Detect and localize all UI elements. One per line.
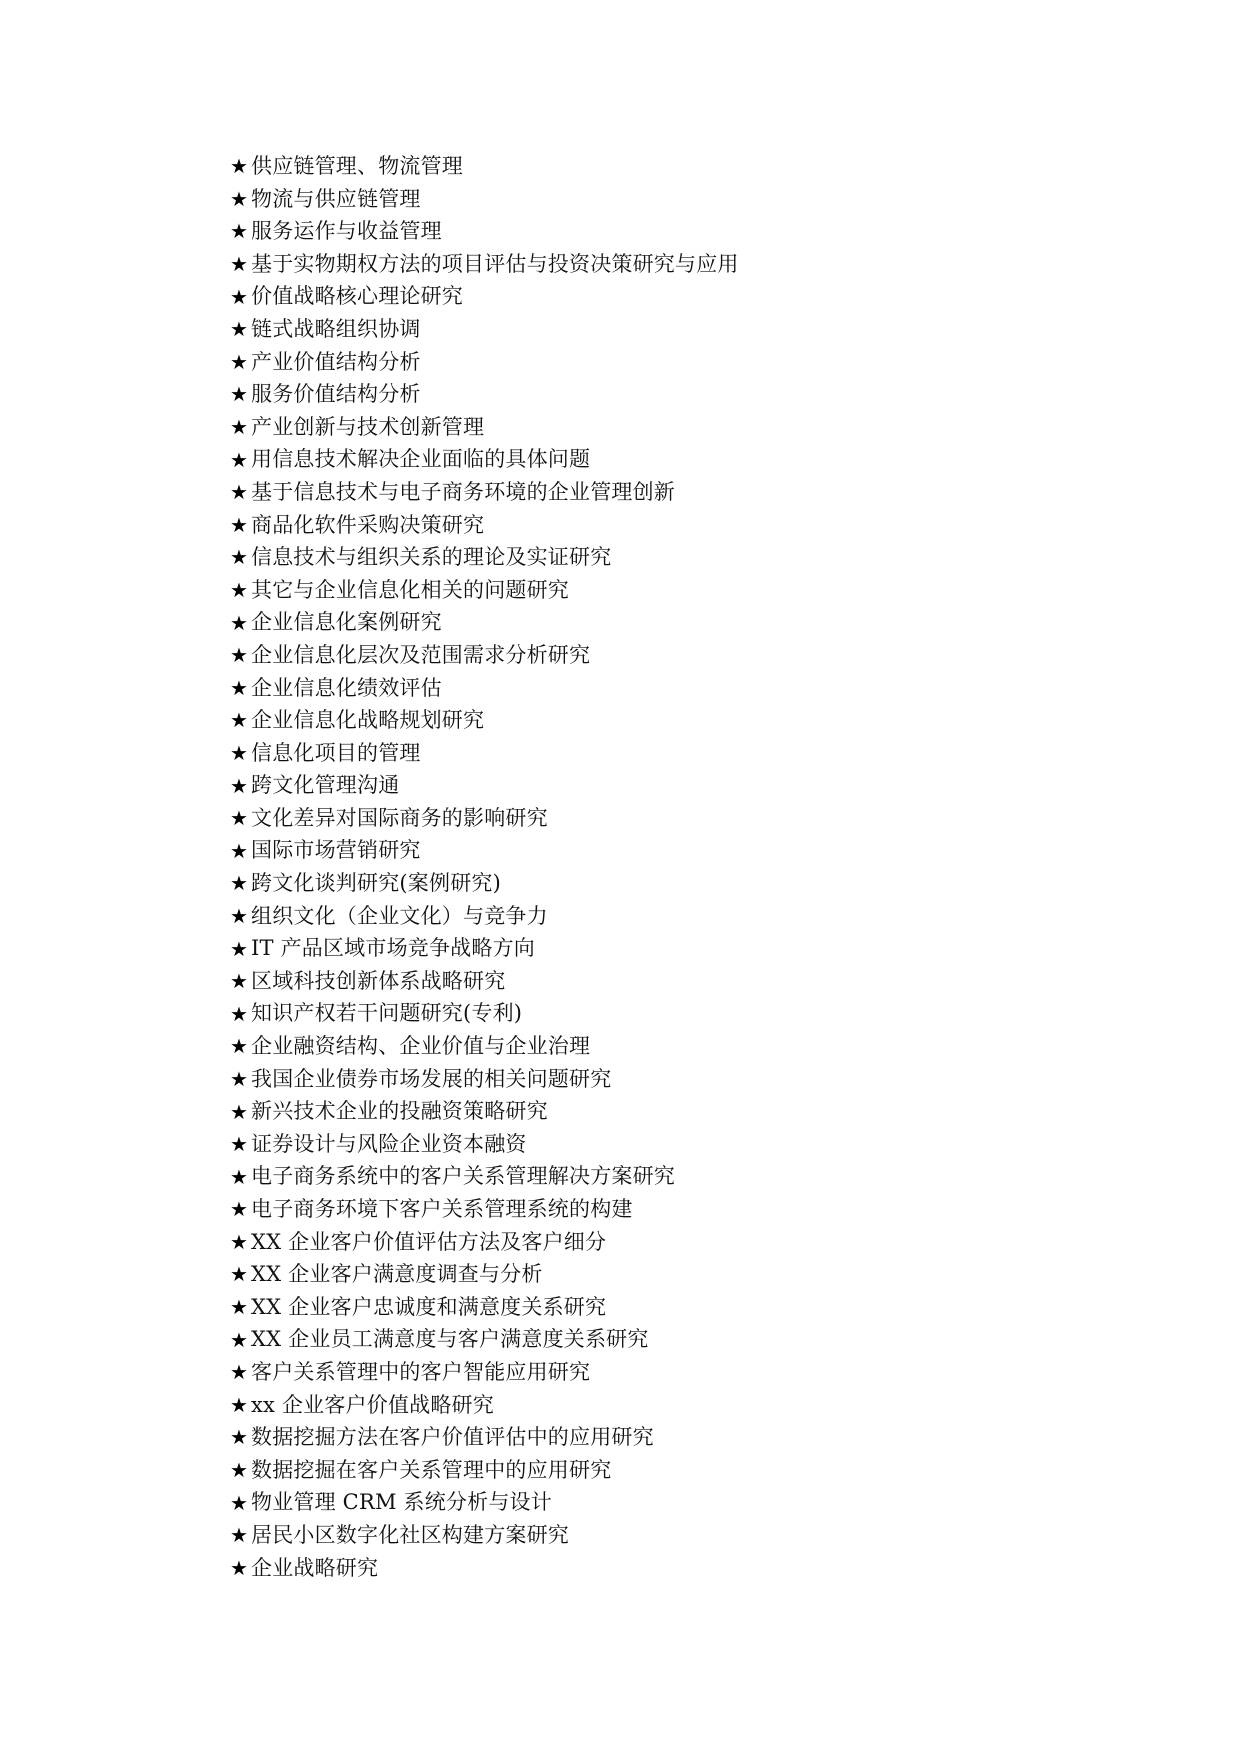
star-icon: ★ [230, 773, 248, 798]
list-item-text: 基于实物期权方法的项目评估与投资决策研究与应用 [251, 251, 739, 276]
star-icon: ★ [230, 480, 248, 505]
list-item [230, 1291, 739, 1324]
list-item [230, 1095, 739, 1128]
list-item-text: 电子商务环境下客户关系管理系统的构建 [251, 1197, 633, 1221]
list-item-text: 跨文化谈判研究(案例研究) [251, 871, 501, 896]
list-item-text: 信息技术与组织关系的理论及实证研究 [251, 545, 612, 570]
list-item [230, 802, 739, 835]
list-item-text: 区域科技创新体系战略研究 [251, 968, 506, 993]
list-item-text: 基于信息技术与电子商务环境的企业管理创新 [251, 479, 675, 504]
star-icon: ★ [230, 1164, 248, 1189]
topic-list [230, 150, 739, 1584]
list-item [230, 1323, 739, 1356]
list-item-text: XX 企业员工满意度与客户满意度关系研究 [251, 1327, 649, 1352]
list-item [230, 280, 739, 313]
star-icon: ★ [230, 1034, 248, 1059]
star-icon: ★ [230, 447, 248, 472]
list-item-text: 物业管理 CRM 系统分析与设计 [251, 1490, 552, 1515]
star-icon: ★ [230, 1295, 248, 1320]
list-item [230, 1356, 739, 1389]
list-item [230, 1193, 739, 1226]
star-icon: ★ [230, 1392, 248, 1417]
list-item-text: 产业价值结构分析 [251, 349, 421, 374]
list-item [230, 1063, 739, 1096]
list-item-text: XX 企业客户忠诚度和满意度关系研究 [251, 1294, 607, 1319]
list-item [230, 639, 739, 672]
star-icon: ★ [230, 1001, 248, 1026]
list-item [230, 346, 739, 379]
list-item-text: 国际市场营销研究 [251, 838, 421, 863]
list-item-text: 企业信息化战略规划研究 [251, 708, 485, 733]
list-item [230, 867, 739, 900]
list-item [230, 704, 739, 737]
list-item-text: 信息化项目的管理 [251, 740, 421, 765]
list-item [230, 1226, 739, 1259]
star-icon: ★ [230, 1327, 248, 1352]
list-item [230, 1389, 739, 1422]
list-item-text: 其它与企业信息化相关的问题研究 [251, 577, 569, 602]
list-item [230, 672, 739, 705]
star-icon: ★ [230, 382, 248, 407]
list-item-text: 组织文化（企业文化）与竞争力 [251, 903, 548, 928]
star-icon: ★ [230, 186, 248, 211]
star-icon: ★ [230, 1425, 248, 1450]
list-item-text: 企业战略研究 [251, 1555, 379, 1580]
list-item [230, 900, 739, 933]
list-item [230, 932, 739, 965]
list-item [230, 248, 739, 281]
list-item-text: 企业信息化绩效评估 [251, 675, 442, 700]
list-item-text: 新兴技术企业的投融资策略研究 [251, 1099, 548, 1124]
star-icon: ★ [230, 643, 248, 668]
star-icon: ★ [230, 1066, 248, 1091]
star-icon: ★ [230, 838, 248, 863]
list-item-text: 服务价值结构分析 [251, 382, 421, 407]
list-item-text: 数据挖掘在客户关系管理中的应用研究 [251, 1457, 612, 1482]
list-item-text: 链式战略组织协调 [251, 316, 421, 341]
list-item-text: 产业创新与技术创新管理 [251, 414, 485, 439]
list-item [230, 1519, 739, 1552]
list-item [230, 1552, 739, 1585]
star-icon: ★ [230, 1197, 248, 1222]
list-item [230, 215, 739, 248]
list-item-text: 供应链管理、物流管理 [251, 154, 463, 178]
list-item [230, 606, 739, 639]
star-icon: ★ [230, 1523, 248, 1548]
list-item-text: XX 企业客户满意度调查与分析 [251, 1262, 543, 1287]
list-item [230, 1160, 739, 1193]
star-icon: ★ [230, 1262, 248, 1287]
list-item-text: 跨文化管理沟通 [251, 773, 400, 798]
list-item-text: xx 企业客户价值战略研究 [251, 1392, 494, 1417]
list-item-text: 文化差异对国际商务的影响研究 [251, 805, 548, 830]
list-item [230, 509, 739, 542]
star-icon: ★ [230, 1229, 248, 1254]
star-icon: ★ [230, 154, 248, 179]
list-item [230, 443, 739, 476]
list-item-text: 客户关系管理中的客户智能应用研究 [251, 1359, 591, 1384]
list-item [230, 834, 739, 867]
list-item [230, 1030, 739, 1063]
star-icon: ★ [230, 252, 248, 277]
star-icon: ★ [230, 284, 248, 309]
star-icon: ★ [230, 545, 248, 570]
list-item [230, 769, 739, 802]
star-icon: ★ [230, 675, 248, 700]
list-item [230, 1486, 739, 1519]
star-icon: ★ [230, 610, 248, 635]
star-icon: ★ [230, 1360, 248, 1385]
list-item [230, 411, 739, 444]
list-item-text: 服务运作与收益管理 [251, 219, 442, 244]
list-item-text: 我国企业债券市场发展的相关问题研究 [251, 1066, 612, 1091]
star-icon: ★ [230, 578, 248, 603]
list-item [230, 541, 739, 574]
star-icon: ★ [230, 349, 248, 374]
star-icon: ★ [230, 936, 248, 961]
star-icon: ★ [230, 512, 248, 537]
list-item-text: 企业融资结构、企业价值与企业治理 [251, 1034, 591, 1059]
list-item [230, 1128, 739, 1161]
star-icon: ★ [230, 903, 248, 928]
star-icon: ★ [230, 1458, 248, 1483]
list-item [230, 1258, 739, 1291]
star-icon: ★ [230, 708, 248, 733]
star-icon: ★ [230, 1490, 248, 1515]
star-icon: ★ [230, 1099, 248, 1124]
list-item-text: 用信息技术解决企业面临的具体问题 [251, 447, 591, 472]
star-icon: ★ [230, 219, 248, 244]
list-item-text: IT 产品区域市场竞争战略方向 [251, 936, 535, 961]
star-icon: ★ [230, 806, 248, 831]
star-icon: ★ [230, 969, 248, 994]
list-item-text: 企业信息化案例研究 [251, 610, 442, 635]
list-item-text: 数据挖掘方法在客户价值评估中的应用研究 [251, 1425, 654, 1450]
list-item [230, 183, 739, 216]
list-item-text: XX 企业客户价值评估方法及客户细分 [251, 1229, 607, 1254]
list-item [230, 1454, 739, 1487]
star-icon: ★ [230, 317, 248, 342]
list-item [230, 313, 739, 346]
list-item [230, 1421, 739, 1454]
star-icon: ★ [230, 871, 248, 896]
list-item-text: 证券设计与风险企业资本融资 [251, 1131, 527, 1156]
list-item-text: 电子商务系统中的客户关系管理解决方案研究 [251, 1164, 675, 1189]
list-item-text: 企业信息化层次及范围需求分析研究 [251, 642, 591, 667]
list-item-text: 居民小区数字化社区构建方案研究 [251, 1522, 569, 1547]
star-icon: ★ [230, 415, 248, 440]
star-icon: ★ [230, 1555, 248, 1580]
list-item-text: 价值战略核心理论研究 [251, 284, 463, 309]
list-item [230, 574, 739, 607]
list-item [230, 476, 739, 509]
list-item-text: 物流与供应链管理 [251, 186, 421, 211]
list-item [230, 737, 739, 770]
list-item [230, 965, 739, 998]
list-item [230, 378, 739, 411]
list-item [230, 997, 739, 1030]
list-item-text: 知识产权若干问题研究(专利) [251, 1001, 523, 1026]
star-icon: ★ [230, 1132, 248, 1157]
list-item [230, 150, 739, 183]
star-icon: ★ [230, 740, 248, 765]
list-item-text: 商品化软件采购决策研究 [251, 512, 485, 537]
